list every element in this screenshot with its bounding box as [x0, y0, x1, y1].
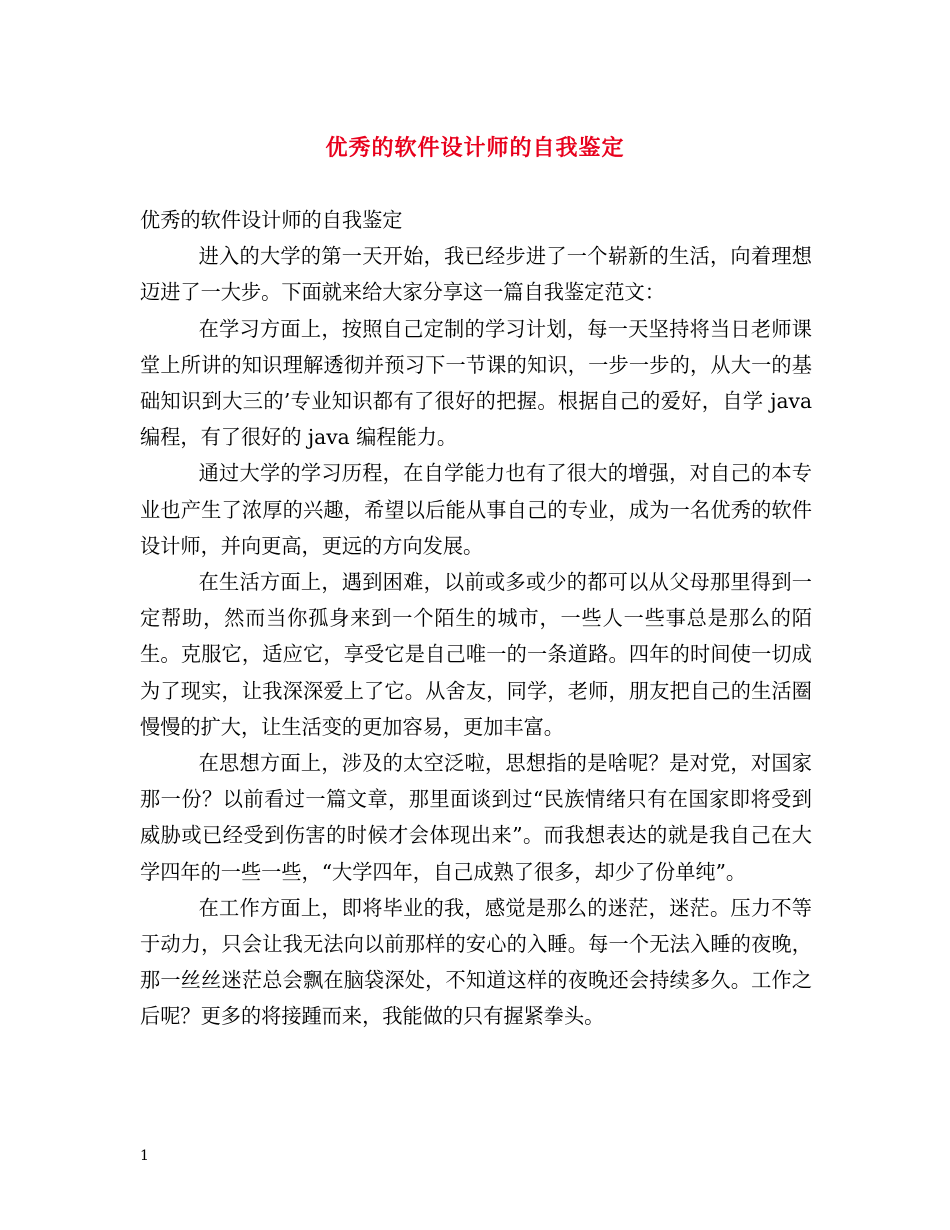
page-number: 1: [140, 1148, 149, 1164]
paragraph-intro: 进入的大学的第一天开始，我已经步进了一个崭新的生活，向着理想迈进了一大步。下面就来给大家分享这一篇自我鉴定范文：: [140, 244, 812, 305]
paragraph-thought: 在思想方面上，涉及的太空泛啦，思想指的是啥呢？是对党，对国家那一份？以前看过一篇文章，那里面谈到过“民族情绪只有在国家即将受到威胁或已经受到伤害的时候才会体现出来”。而我想表达的就是我自己在大学四年的一些一些，“大学四年，自己成熟了很多，却少了份单纯”。: [140, 751, 812, 884]
paragraph-self-learning: 通过大学的学习历程，在自学能力也有了很大的增强，对自己的本专业也产生了浓厚的兴趣，希望以后能从事自己的专业，成为一名优秀的软件设计师，并向更高，更远的方向发展。: [140, 461, 812, 558]
paragraph-life: 在生活方面上，遇到困难，以前或多或少的都可以从父母那里得到一定帮助，然而当你孤身来到一个陌生的城市，一些人一些事总是那么的陌生。克服它，适应它，享受它是自己唯一的一条道路。四年的时间使一切成为了现实，让我深深爱上了它。从舍友，同学，老师，朋友把自己的生活圈慢慢的扩大，让生活变的更加容易，更加丰富。: [140, 570, 812, 739]
document-title: 优秀的软件设计师的自我鉴定: [325, 135, 625, 161]
paragraph-study: 在学习方面上，按照自己定制的学习计划，每一天坚持将当日老师课堂上所讲的知识理解透彻并预习下一节课的知识，一步一步的，从大一的基础知识到大三的’专业知识都有了很好的把握。根据自己的爱好，自学 java 编程，有了很好的 java 编程能力。: [140, 316, 812, 450]
document-body: [140, 202, 812, 1035]
paragraph-work: 在工作方面上，即将毕业的我，感觉是那么的迷茫，迷茫。压力不等于动力，只会让我无法向以前那样的安心的入睡。每一个无法入睡的夜晚，那一丝丝迷茫总会飘在脑袋深处，不知道这样的夜晚还会持续多久。工作之后呢？更多的将接踵而来，我能做的只有握紧拳头。: [140, 895, 812, 1029]
document-subtitle: 优秀的软件设计师的自我鉴定: [140, 208, 403, 232]
